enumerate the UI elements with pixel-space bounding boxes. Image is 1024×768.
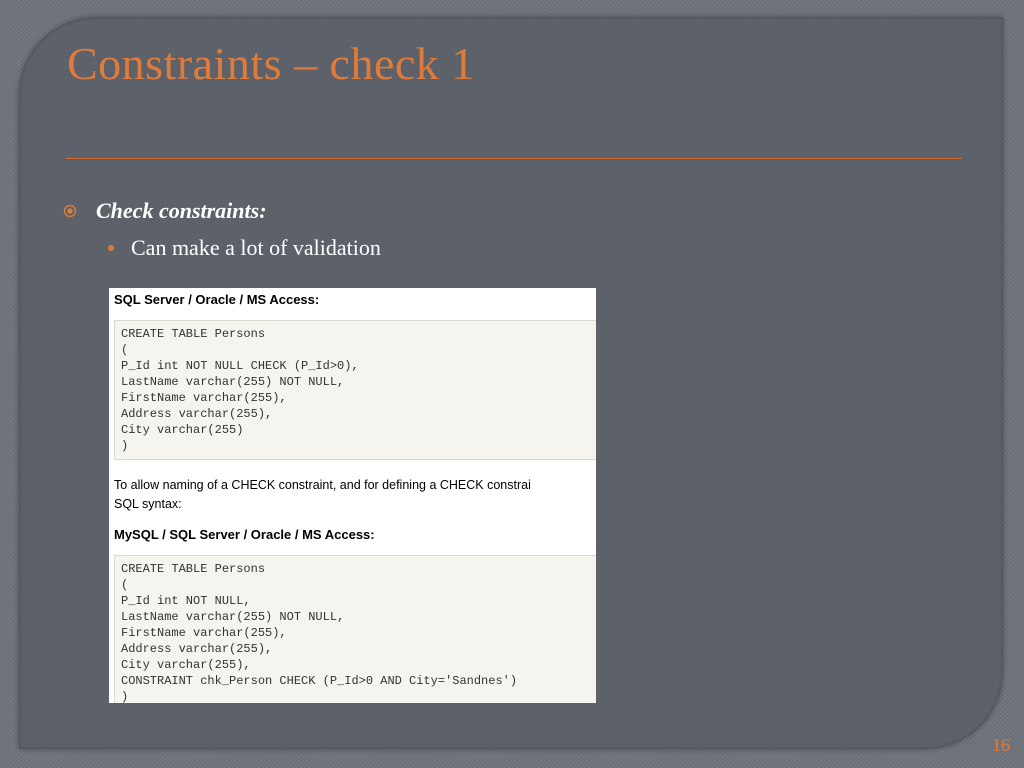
embedded-sql-screenshot (109, 288, 596, 703)
sql-heading-1: SQL Server / Oracle / MS Access: (114, 292, 320, 307)
code-line: ( (121, 578, 129, 592)
code-line: ( (121, 343, 129, 357)
sql-description-paragraph (114, 476, 596, 514)
circled-dot-icon (63, 204, 77, 218)
title-divider (66, 158, 962, 160)
code-line: ) (121, 690, 129, 703)
code-line: City varchar(255), (121, 658, 251, 672)
code-line: City varchar(255) (121, 423, 244, 437)
bullet-level2-text: Can make a lot of validation (131, 235, 381, 260)
code-line: FirstName varchar(255), (121, 391, 287, 405)
bullet-level1-text: Check constraints: (96, 198, 267, 223)
code-line: LastName varchar(255) NOT NULL, (121, 375, 345, 389)
code-line: CREATE TABLE Persons (121, 327, 266, 341)
bullet-level1 (63, 198, 267, 224)
code-line: Address varchar(255), (121, 642, 273, 656)
code-block-2 (114, 555, 596, 703)
code-line: CONSTRAINT chk_Person CHECK (P_Id>0 AND City='Sandnes') (121, 674, 518, 688)
code-line: CREATE TABLE Persons (121, 562, 266, 576)
bullet-level2 (108, 235, 381, 261)
code-line: FirstName varchar(255), (121, 626, 287, 640)
code-block-1 (114, 320, 596, 460)
code-line: Address varchar(255), (121, 407, 273, 421)
code-line: ) (121, 439, 129, 453)
sql-heading-2: MySQL / SQL Server / Oracle / MS Access: (114, 527, 375, 542)
code-line: P_Id int NOT NULL, (121, 594, 251, 608)
paragraph-line: To allow naming of a CHECK constraint, and for defining a CHECK constrai (114, 478, 531, 492)
dot-icon (108, 245, 114, 251)
slide-page-number: 16 (992, 735, 1010, 755)
code-line: LastName varchar(255) NOT NULL, (121, 610, 345, 624)
paragraph-line: SQL syntax: (114, 497, 182, 511)
code-line: P_Id int NOT NULL CHECK (P_Id>0), (121, 359, 359, 373)
slide-title: Constraints – check 1 (67, 38, 475, 89)
